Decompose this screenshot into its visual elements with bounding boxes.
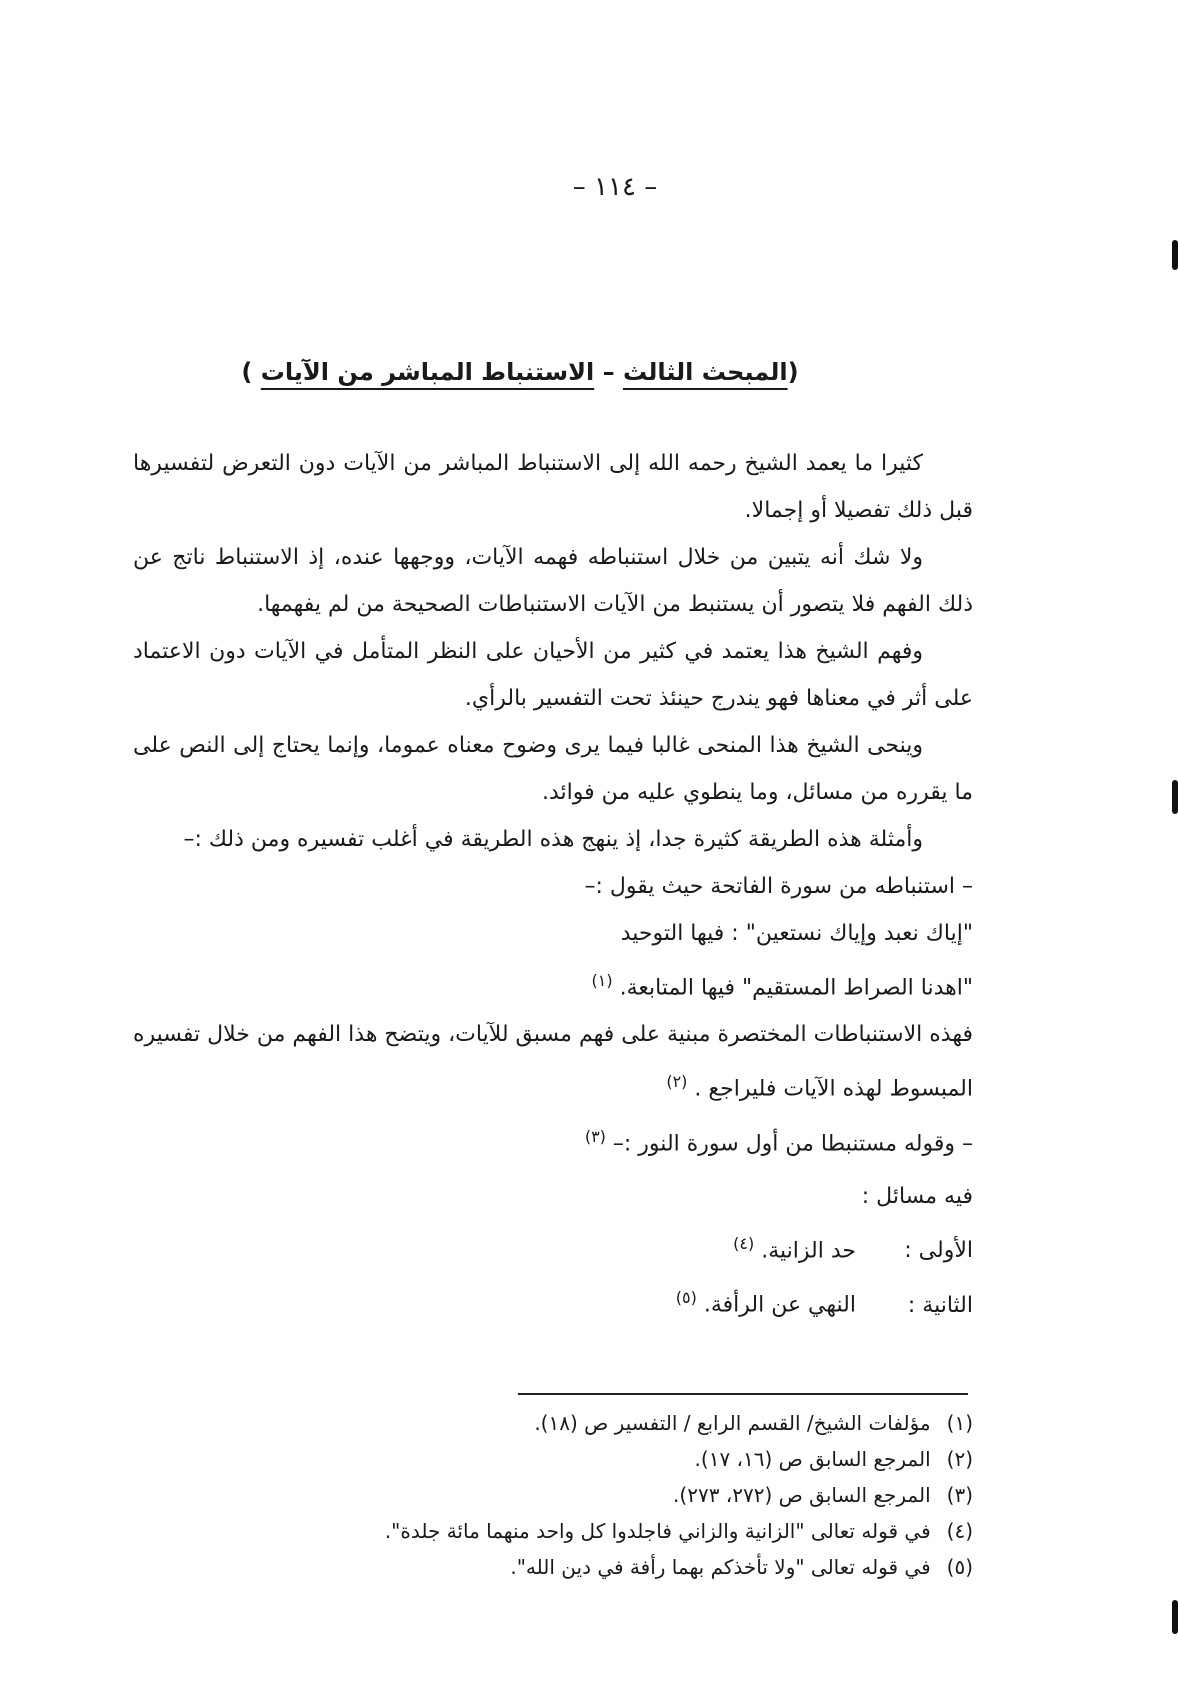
footnote-item — [133, 1405, 973, 1441]
paragraph-4: وينحى الشيخ هذا المنحى غالبا فيما يرى وضوح معناه عموما، وإنما يحتاج إلى النص على ما يقرره من مسائل، وما ينطوي عليه من فوائد. — [133, 733, 973, 805]
footnote-number: (٥) — [946, 1555, 973, 1579]
scan-speck — [1172, 780, 1178, 814]
commentary — [133, 1011, 973, 1112]
issues-label: فيه مسائل : — [861, 1183, 973, 1209]
scan-speck — [1172, 240, 1178, 270]
example-1-intro: – استنباطه من سورة الفاتحة حيث يقول :– — [584, 874, 973, 899]
footnote-text: في قوله تعالى "ولا تأخذكم بهما رأفة في دين الله". — [510, 1555, 931, 1579]
footnote-number: (٢) — [946, 1447, 973, 1471]
issue-text: النهي عن الرأفة. — [703, 1292, 856, 1318]
footnote-ref-5: (٥) — [675, 1288, 697, 1308]
footnote-text: في قوله تعالى "الزانية والزاني فاجلدوا كل واحد منهما مائة جلدة". — [384, 1519, 931, 1543]
quote-2-text: "اهدنا الصراط المستقيم" فيها المتابعة. — [619, 975, 973, 1001]
footnote-item — [133, 1477, 973, 1513]
scan-speck — [1172, 1600, 1178, 1634]
footnote-text: المرجع السابق ص (١٦، ١٧). — [694, 1447, 931, 1471]
paragraph-5: وأمثلة هذه الطريقة كثيرة جدا، إذ ينهج هذه الطريقة في أغلب تفسيره ومن ذلك :– — [183, 827, 923, 852]
paragraph-3: وفهم الشيخ هذا يعتمد في كثير من الأحيان على النظر المتأمل في الآيات دون الاعتماد على أثر في معناها فهو يندرج حينئذ تحت التفسير بالرأي. — [133, 639, 973, 711]
issue-label: الثانية : — [907, 1292, 973, 1318]
commentary-text: فهذه الاستنباطات المختصرة مبنية على فهم مسبق للآيات، ويتضح هذا الفهم من خلال تفسيره المبسوط لهذه الآيات فليراجع . — [133, 1022, 973, 1102]
quote-1: "إياك نعبد وإياك نستعين" : فيها التوحيد — [620, 921, 973, 946]
footnote-item — [133, 1513, 973, 1549]
body-text — [133, 440, 973, 1329]
footnote-number: (١) — [946, 1411, 973, 1435]
footnote-ref-1: (١) — [591, 971, 613, 990]
issues-list — [133, 1173, 973, 1329]
footnote-ref-4: (٤) — [733, 1233, 755, 1253]
footnote-text: مؤلفات الشيخ/ القسم الرابع / التفسير ص (١٨). — [534, 1411, 931, 1435]
footnote-text: المرجع السابق ص (٢٧٢، ٢٧٣). — [673, 1483, 931, 1507]
footnote-divider — [518, 1393, 968, 1395]
footnote-item — [133, 1549, 973, 1585]
quote-2 — [133, 957, 973, 1011]
heading-close-paren: ) — [241, 358, 253, 386]
footnote-ref-3: (٣) — [584, 1126, 606, 1146]
issue-item — [133, 1220, 973, 1274]
footnote-number: (٤) — [946, 1519, 973, 1543]
heading-open-paren: ( — [787, 358, 799, 386]
heading-part-two: الاستنباط المباشر من الآيات — [260, 358, 595, 386]
footnote-number: (٣) — [946, 1483, 973, 1507]
paragraph-2: ولا شك أنه يتبين من خلال استنباطه فهمه الآيات، ووجهها عنده، إذ الاستنباط ناتج عن ذلك الفهم فلا يتصور أن يستنبط من الآيات الاستنباطات الصحيحة من لم يفهمها. — [133, 545, 973, 617]
footnotes — [133, 1405, 973, 1585]
heading-separator: – — [594, 358, 623, 386]
section-heading — [0, 358, 1040, 386]
example-2-intro — [133, 1113, 973, 1167]
issue-label: الأولى : — [904, 1238, 973, 1264]
issue-text: حد الزانية. — [761, 1238, 856, 1264]
page-number: – ١١٤ – — [572, 172, 658, 202]
paragraph-1: كثيرا ما يعمد الشيخ رحمه الله إلى الاستنباط المباشر من الآيات دون التعرض لتفسيرها قبل ذلك تفصيلا أو إجمالا. — [133, 451, 973, 523]
issue-item — [133, 1274, 973, 1328]
heading-part-one: المبحث الثالث — [622, 358, 788, 386]
footnote-item — [133, 1441, 973, 1477]
footnote-ref-2: (٢) — [666, 1072, 688, 1092]
example-2-intro-text: – وقوله مستنبطا من أول سورة النور :– — [612, 1130, 973, 1156]
